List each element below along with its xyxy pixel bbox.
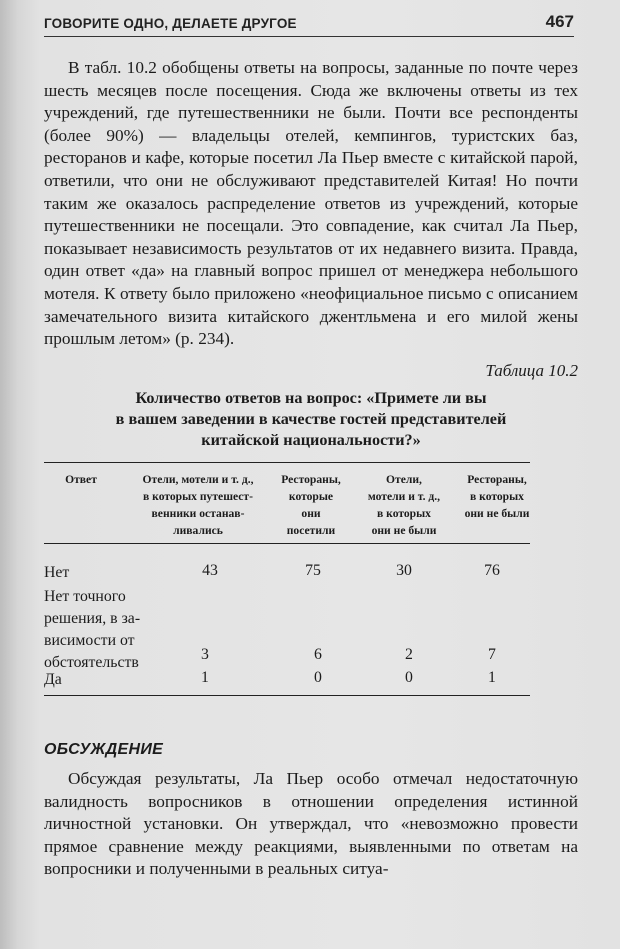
row-label-line: Да (44, 671, 62, 688)
page-header (44, 10, 574, 37)
row-label-yes (44, 669, 62, 691)
column-header-hotels-visited (136, 471, 260, 539)
table-title-line: китайской национальности?» (201, 431, 421, 449)
header-line: которые (288, 490, 334, 503)
running-title: ГОВОРИТЕ ОДНО, ДЕЛАЕТЕ ДРУГОЕ (44, 16, 297, 31)
table-cell: 0 (405, 669, 413, 686)
table-cell: 43 (202, 562, 218, 579)
table-cell: 1 (201, 669, 209, 686)
column-header-restaurants-visited (268, 471, 354, 539)
row-label-no (44, 562, 69, 584)
table-cell: 0 (314, 669, 322, 686)
table-cell: 6 (314, 646, 322, 663)
header-line: Отели, мотели и т. д., (142, 473, 254, 486)
header-line: они (301, 507, 321, 520)
table-title-line: в вашем заведении в качестве гостей представителей (115, 410, 507, 428)
table-label: Таблица 10.2 (485, 361, 578, 380)
column-header-answer (44, 471, 118, 488)
row-label-undecided (44, 586, 140, 674)
column-header-restaurants-not-visited (454, 471, 540, 522)
body-paragraph-1: В табл. 10.2 обобщены ответы на вопросы, заданные по почте через шесть месяцев после посещения. Сюда же включены ответы из тех учреждений, где путешественники не были. Почти все респонденты (более 90%) — владельцы отелей, кемпингов, туристских баз, ресторанов и кафе, которые посетил Ла Пьер вместе с китайской парой, ответили, что они не обслуживают представителей Китая! Но почти таким же оказалось распределение ответов из учреждений, которые путешественники не посещали. Это совпадение, как считал Ла Пьер, показывает независимость результатов от их недавнего визита. Правда, один ответ «да» на главный вопрос пришел от менеджера небольшого мотеля. К ответу было приложено «неофициальное письмо с описанием замечательного визита китайского джентльмена и его милой жены прошлым летом» (р. 234). (44, 58, 578, 349)
column-header-hotels-not-visited (358, 471, 450, 539)
header-line: посетили (286, 524, 336, 537)
table-cell: 30 (396, 562, 412, 579)
header-line: они не были (464, 507, 530, 520)
section-heading: ОБСУЖДЕНИЕ (44, 741, 164, 758)
row-label-line: Нет (44, 564, 70, 581)
table-title-line: Количество ответов на вопрос: «Примете ли вы (135, 389, 487, 407)
table-cell: 75 (305, 562, 321, 579)
row-label-line: решения, в за- (44, 610, 141, 627)
header-line: Рестораны, (467, 473, 527, 486)
table-cell: 76 (484, 562, 500, 579)
table-cell: 2 (405, 646, 413, 663)
table-cell: 1 (488, 669, 496, 686)
header-line: в которых путешест- (143, 490, 253, 503)
page-number: 467 (545, 12, 574, 31)
row-label-line: обстоятельств (44, 654, 139, 671)
header-line: они не были (371, 524, 437, 537)
header-line: Рестораны, (281, 473, 341, 486)
header-line: в которых (470, 490, 524, 503)
table-cell: 7 (488, 646, 496, 663)
row-label-line: висимости от (44, 632, 135, 649)
table-cell: 3 (201, 646, 209, 663)
row-label-line: Нет точного (44, 588, 126, 605)
header-line: мотели и т. д., (367, 490, 441, 503)
table-top-rule (44, 462, 530, 463)
body-paragraph-2: Обсуждая результаты, Ла Пьер особо отмечал недостаточную валидность вопросников в отношении определения истинной личностной установки. Он утверждал, что «невозможно провести прямое сравнение между реакциями, выявленными по ответам на вопросники и полученными в реальных ситуа- (44, 769, 578, 879)
table-title (44, 388, 578, 451)
header-line: Отели, (386, 473, 422, 486)
header-line: в которых (377, 507, 431, 520)
table-bottom-rule (44, 695, 530, 696)
header-line: Ответ (65, 473, 97, 486)
table-header-rule (44, 543, 530, 544)
header-line: венники останав- (151, 507, 245, 520)
header-line: ливались (173, 524, 223, 537)
